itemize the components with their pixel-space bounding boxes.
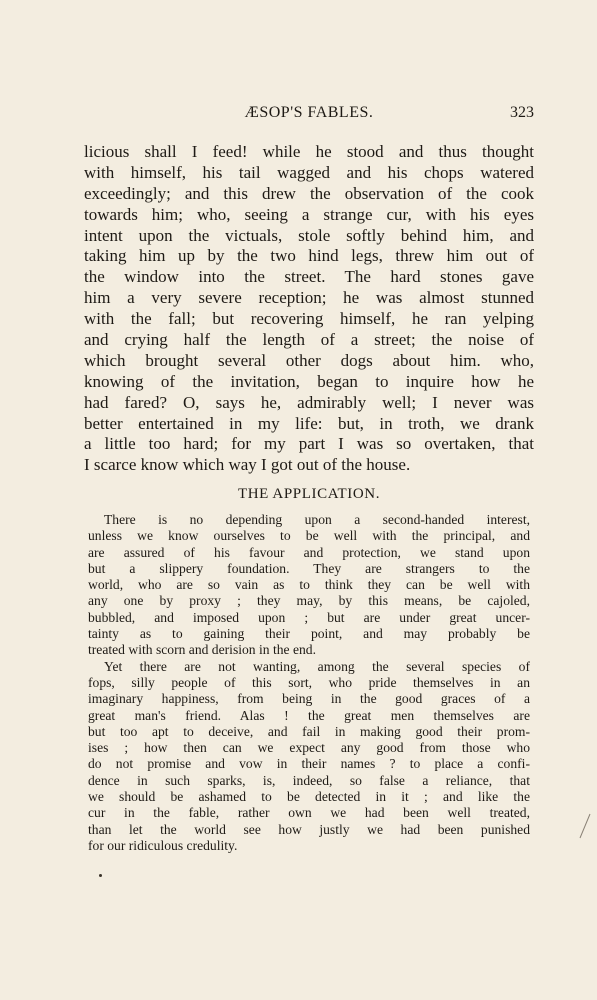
text-line: exceedingly; and this drew the observation of the cook (84, 183, 534, 203)
application-line: than let the world see how justly we had been punished (88, 821, 530, 837)
text-line: intent upon the victuals, stole softly behind him, and (84, 225, 534, 245)
application-line: fops, silly people of this sort, who pride themselves in an (88, 674, 530, 690)
application-line: Yet there are not wanting, among the several species of (104, 658, 530, 674)
application-line: unless we know ourselves to be well with the principal, and (88, 528, 530, 544)
text-line: had fared? O, says he, admirably well; I never was (84, 392, 534, 412)
running-title: ÆSOP'S FABLES. (244, 104, 374, 121)
ink-speck (99, 874, 102, 877)
text-line: and crying half the length of a street; the noise of (84, 330, 534, 350)
text-line: licious shall I feed! while he stood and thus thought (84, 142, 534, 161)
application-line: ises ; how then can we expect any good from those who (88, 740, 530, 756)
application-line: for our ridiculous credulity. (88, 837, 238, 853)
application-line: any one by proxy ; they may, by this means, be cajoled, (88, 593, 530, 609)
text-line: with himself, his tail wagged and his chops watered (84, 162, 534, 182)
text-line: towards him; who, seeing a strange cur, with his eyes (84, 204, 534, 224)
fable-text (84, 142, 534, 476)
application-line: imaginary happiness, from being in the good graces of a (88, 691, 530, 707)
text-line: with the fall; but recovering himself, he ran yelping (84, 309, 534, 329)
application-line: bubbled, and imposed upon ; but are under great uncer- (88, 609, 530, 625)
application-line: but too apt to deceive, and fail in making good their prom- (88, 723, 530, 739)
application-line: we should be ashamed to be detected in it ; and like the (88, 789, 530, 805)
application-line: do not promise and vow in their names ? to place a confi- (88, 756, 530, 772)
text-line: him a very severe reception; he was almost stunned (84, 288, 534, 308)
text-line: knowing of the invitation, began to inquire how he (84, 371, 534, 391)
text-line: I scarce know which way I got out of the house. (84, 455, 411, 475)
application-line: tainty as to gaining their point, and may probably be (88, 626, 530, 642)
application-line: dence in such sparks, is, indeed, so false a reliance, that (88, 772, 530, 788)
text-line: a little too hard; for my part I was so overtaken, that (84, 434, 534, 454)
text-line: taking him up by the two hind legs, threw him out of (84, 246, 534, 266)
application-line: are assured of his favour and protection, we stand upon (88, 544, 530, 560)
application-line: but a slippery foundation. They are strangers to the (88, 560, 530, 576)
text-line: the window into the street. The hard stones gave (84, 267, 534, 287)
application-text (88, 512, 530, 854)
application-line: cur in the fable, rather own we had been well treated, (88, 805, 530, 821)
application-line: world, who are so vain as to think they can be well with (88, 577, 530, 593)
running-head (84, 104, 534, 126)
page-number: 323 (510, 104, 534, 121)
text-line: better entertained in my life: but, in troth, we drank (84, 413, 534, 433)
margin-pencil-mark (578, 812, 592, 840)
application-line: There is no depending upon a second-handed interest, (104, 512, 530, 527)
text-line: which brought several other dogs about him. who, (84, 350, 534, 370)
application-heading: THE APPLICATION. (237, 486, 381, 502)
application-line: treated with scorn and derision in the end. (88, 642, 317, 658)
application-line: great man's friend. Alas ! the great men themselves are (88, 707, 530, 723)
